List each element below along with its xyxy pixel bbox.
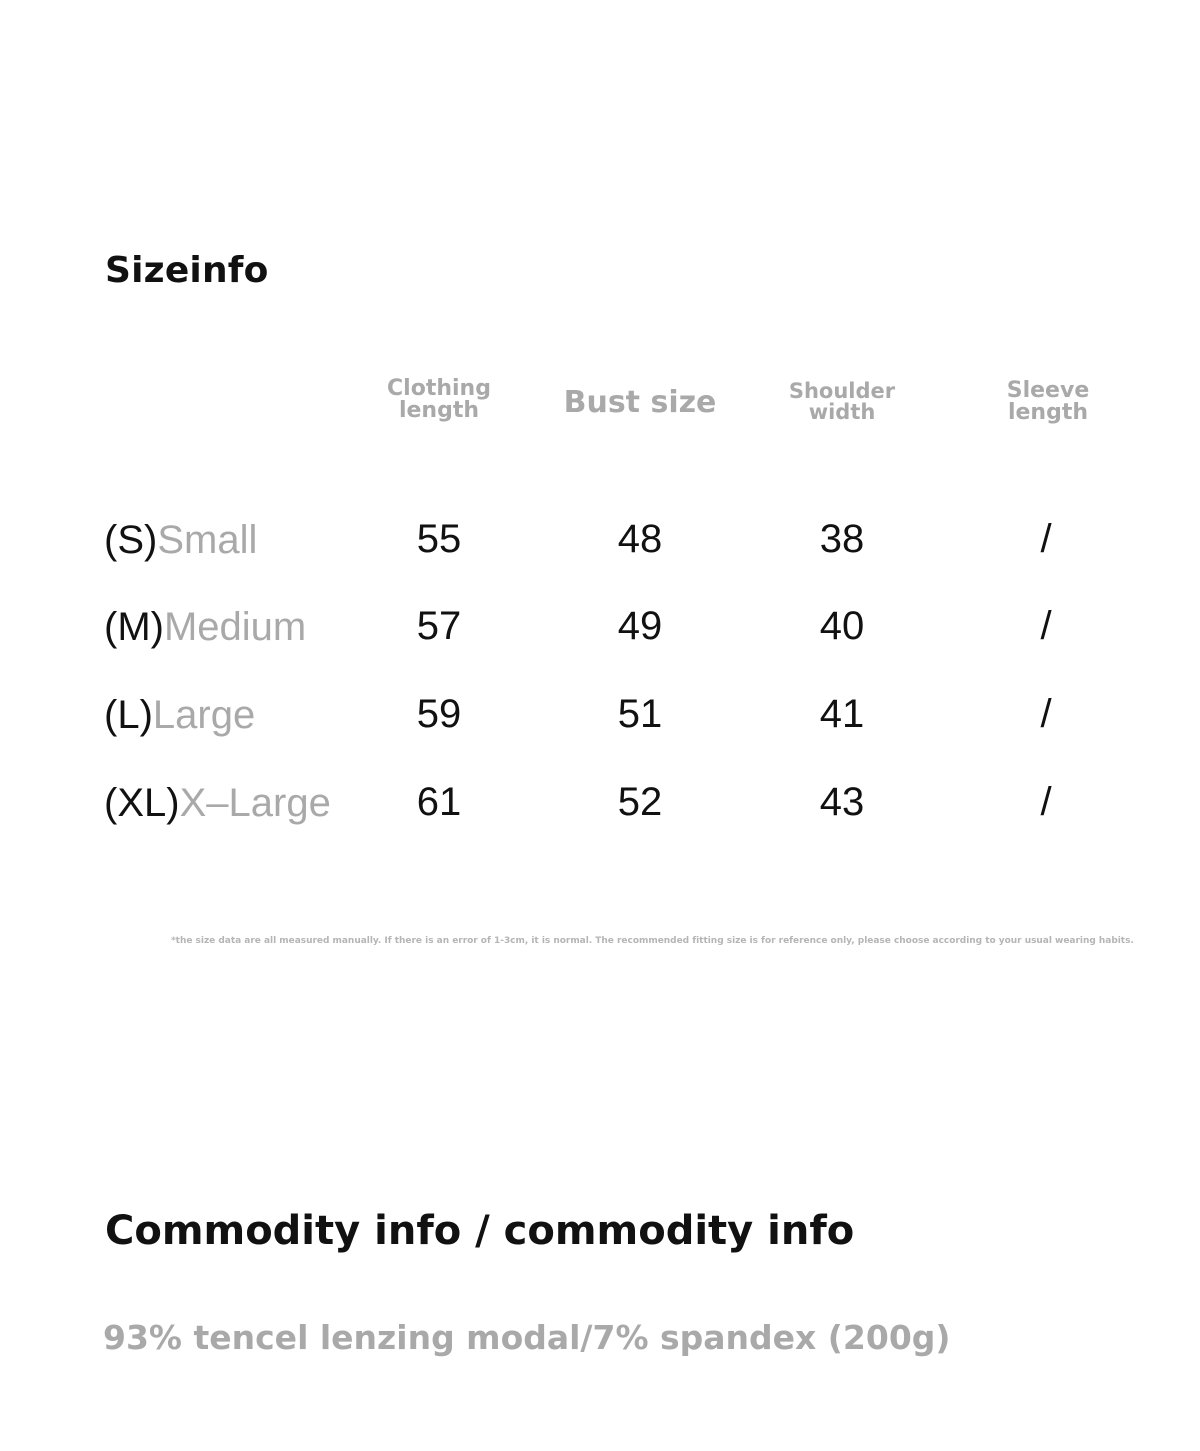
column-header-line: length [398,398,480,424]
column-header-shoulder-width [752,381,932,424]
commodity-info-title: Commodity info / commodity info [105,1208,855,1254]
table-cell-sleeve-length: / [1040,517,1052,561]
table-cell-clothing-length: 59 [416,692,462,736]
column-header-line: length [1007,400,1089,426]
size-footnote: *the size data are all measured manually. If there is an error of 1-3cm, it is normal. The recommended fitting size is for reference only, please choose according to your usual wearing habits. [171,936,1134,946]
table-cell-bust-size: 48 [617,517,663,561]
table-cell-sleeve-length: / [1040,692,1052,736]
size-row-label-m [104,605,306,650]
table-cell-shoulder-width: 41 [819,692,865,736]
size-code: (S) [104,518,158,562]
size-row-label-s [104,518,257,563]
size-code: (L) [104,693,153,737]
column-header-line: Clothing [387,376,491,401]
size-info-title: Sizeinfo [105,250,269,291]
size-name: Small [157,518,258,562]
size-name: Medium [163,605,307,649]
column-header-bust-size [550,385,730,420]
size-name: X–Large [179,781,331,825]
table-cell-sleeve-length: / [1040,604,1052,648]
size-name: Large [152,693,256,737]
table-cell-clothing-length: 61 [416,780,462,824]
column-header-line: Sleeve [1006,378,1090,403]
size-row-label-xl [104,781,331,826]
material-composition: 93% tencel lenzing modal/7% spandex (200g) [103,1318,951,1357]
size-code: (XL) [104,781,180,825]
column-header-clothing-length [349,378,529,423]
column-header-line: Bust size [563,385,717,420]
table-cell-clothing-length: 55 [416,517,462,561]
column-header-line: Shoulder [788,379,896,403]
table-cell-bust-size: 51 [617,692,663,736]
table-cell-sleeve-length: / [1040,780,1052,824]
table-cell-bust-size: 52 [617,780,663,824]
table-cell-clothing-length: 57 [416,604,462,648]
column-header-line: width [808,400,876,425]
table-cell-bust-size: 49 [617,604,663,648]
size-code: (M) [104,605,164,649]
table-cell-shoulder-width: 43 [819,780,865,824]
table-cell-shoulder-width: 40 [819,604,865,648]
table-cell-shoulder-width: 38 [819,517,865,561]
column-header-sleeve-length [958,380,1138,425]
size-row-label-l [104,693,255,738]
